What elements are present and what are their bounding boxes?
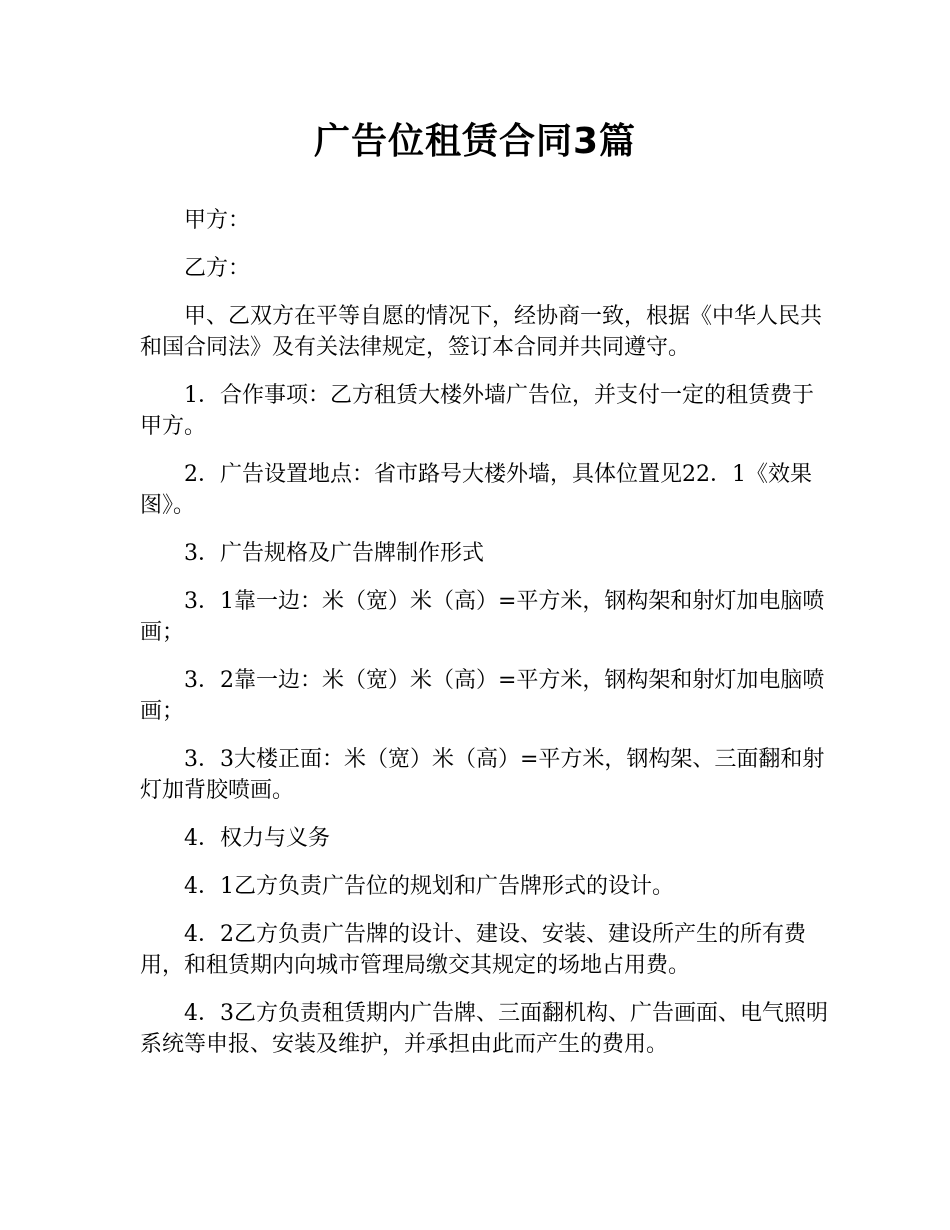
party-a-line: 甲方： <box>184 208 251 233</box>
clause-4-1-paragraph: 4．1乙方负责广告位的规划和广告牌形式的设计。 <box>184 874 674 899</box>
party-b-line: 乙方： <box>184 256 251 281</box>
document-title: 广告位租赁合同3篇 <box>313 121 637 162</box>
clause-3-heading: 3．广告规格及广告牌制作形式 <box>184 541 484 566</box>
clause-2-paragraph: 2．广告设置地点：省市路号大楼外墙，具体位置见22．1《效果图》。 <box>140 462 812 518</box>
clause-3-1-paragraph: 3．1靠一边：米（宽）米（高）=平方米，钢构架和射灯加电脑喷画； <box>140 589 825 645</box>
clause-4-3-paragraph: 4．3乙方负责租赁期内广告牌、三面翻机构、广告画面、电气照明系统等申报、安装及维护，并承担由此而产生的费用。 <box>140 1001 828 1057</box>
clause-4-heading: 4．权力与义务 <box>184 826 330 851</box>
clause-1-paragraph: 1．合作事项：乙方租赁大楼外墙广告位，并支付一定的租赁费于甲方。 <box>140 383 814 439</box>
clause-3-3-paragraph: 3．3大楼正面：米（宽）米（高）=平方米，钢构架、三面翻和射灯加背胶喷画。 <box>140 747 825 803</box>
document-body <box>140 205 830 1077</box>
clause-4-2-paragraph: 4．2乙方负责广告牌的设计、建设、安装、建设所产生的所有费用，和租赁期内向城市管理局缴交其规定的场地占用费。 <box>140 922 806 978</box>
clause-3-2-paragraph: 3．2靠一边：米（宽）米（高）=平方米，钢构架和射灯加电脑喷画； <box>140 668 825 724</box>
preamble-paragraph: 甲、乙双方在平等自愿的情况下，经协商一致，根据《中华人民共和国合同法》及有关法律规定，签订本合同并共同遵守。 <box>140 304 823 360</box>
